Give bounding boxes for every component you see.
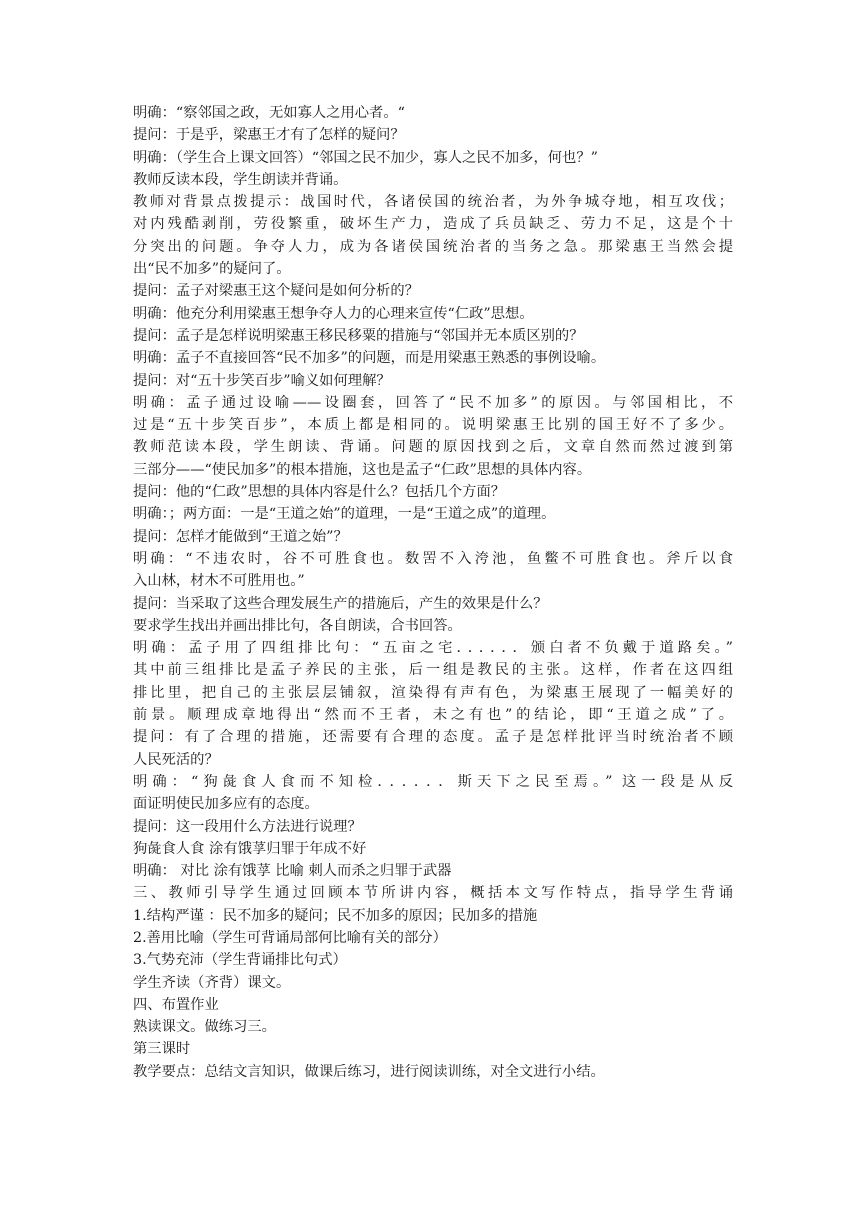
text-line: 明确：；两方面：一是“王道之始”的道理，一是“王道之成”的道理。 [133, 506, 556, 523]
text-line: 3.气势充沛（学生背诵排比句式） [133, 952, 347, 969]
text-line: 明确：“不违农时，谷不可胜食也。数罟不入洿池，鱼鳖不可胜食也。斧斤以食 [133, 550, 733, 567]
text-line: 提问：对“五十步笑百步”喻义如何理解？ [133, 372, 391, 389]
text-line: 教师反读本段，学生朗读并背诵。 [133, 171, 348, 188]
text-line: 2.善用比喻（学生可背诵局部何比喻有关的部分） [133, 929, 447, 946]
text-line: 明确：（学生合上课文回答）“邻国之民不加少，寡人之民不加多，何也？” [133, 149, 598, 166]
text-line: 三、教师引导学生通过回顾本节所讲内容，概括本文写作特点，指导学生背诵 [133, 885, 733, 902]
text-line: 明确： 对比 涂有饿莩 比喻 刺人而杀之归罪于武器 [133, 863, 452, 880]
text-line: 明确：孟子用了四组排比句：“五亩之宅．．．．．．颁白者不负戴于道路矣。” [133, 640, 733, 657]
text-line: 提问：孟子对梁惠王这个疑问是如何分析的？ [133, 283, 419, 300]
text-line: 出“民不加多”的疑问了。 [133, 261, 291, 278]
text-line: 排比里，把自己的主张层层铺叙，渲染得有声有色，为梁惠王展现了一幅美好的 [133, 684, 733, 701]
text-line: 三部分——“使民加多”的根本措施，这也是孟子“仁政”思想的具体内容。 [133, 461, 592, 478]
text-line: 明确：孟子不直接回答“民不加多”的问题，而是用梁惠王熟悉的事例设喻。 [133, 350, 606, 367]
text-line: 第三课时 [133, 1041, 191, 1058]
text-line: 提问：孟子是怎样说明梁惠王移民移粟的措施与“邻国并无本质区别的？ [133, 327, 584, 344]
text-line: 过是“五十步笑百步”，本质上都是相同的。说明梁惠王比别的国王好不了多少。 [133, 417, 733, 434]
text-line: 人民死活的？ [133, 751, 219, 768]
text-line: 教师对背景点拨提示：战国时代，各诸侯国的统治者，为外争城夺地，相互攻伐； [133, 194, 733, 211]
text-line: 明确：他充分利用梁惠王想争夺人力的心理来宣传“仁政”思想。 [133, 305, 534, 322]
text-line: 提问：有了合理的措施，还需要有合理的态度。孟子是怎样批评当时统治者不顾 [133, 729, 733, 746]
text-line: 分突出的问题。争夺人力，成为各诸侯国统治者的当务之急。那梁惠王当然会提 [133, 238, 733, 255]
text-line: 四、布置作业 [133, 996, 219, 1013]
text-line: 提问：怎样才能做到“王道之始”？ [133, 528, 348, 545]
text-line: 明确：孟子通过设喻——设圈套，回答了“民不加多”的原因。与邻国相比，不 [133, 394, 733, 411]
text-line: 要求学生找出并画出排比句，各自朗读，合书回答。 [133, 617, 462, 634]
text-line: 明确：“狗彘食人食而不知检．．．．．．斯天下之民至焉。” 这一段是从反 [133, 773, 733, 790]
text-line: 入山林，材木不可胜用也。” [133, 573, 305, 590]
text-line: 1.结构严谨 ：民不加多的疑问；民不加多的原因；民加多的措施 [133, 907, 538, 924]
text-line: 明确：“察邻国之政，无如寡人之用心者。“ [133, 105, 405, 121]
text-line: 狗彘食人食 涂有饿莩归罪于年成不好 [133, 840, 367, 857]
text-line: 对内残酷剥削，劳役繁重，破坏生产力，造成了兵员缺乏、劳力不足，这是个十 [133, 216, 733, 233]
text-line: 前景。顺理成章地得出“然而不王者，未之有也”的结论，即“王道之成”了。 [133, 707, 733, 724]
document-body [133, 102, 733, 1083]
text-line: 教师范读本段，学生朗读、背诵。问题的原因找到之后，文章自然而然过渡到第 [133, 439, 733, 456]
text-line: 其中前三组排比是孟子养民的主张，后一组是教民的主张。这样，作者在这四组 [133, 662, 733, 679]
text-line: 教学要点：总结文言知识，做课后练习，进行阅读训练，对全文进行小结。 [133, 1063, 605, 1080]
text-line: 提问：这一段用什么方法进行说理？ [133, 818, 362, 835]
text-line: 熟读课文。做练习三。 [133, 1019, 276, 1036]
text-line: 面证明使民加多应有的态度。 [133, 796, 319, 813]
text-line: 提问：他的“仁政”思想的具体内容是什么？包括几个方面？ [133, 484, 506, 501]
text-line: 学生齐读（齐背）课文。 [133, 974, 291, 991]
text-line: 提问：于是乎，梁惠王才有了怎样的疑问？ [133, 127, 405, 144]
text-line: 提问：当采取了这些合理发展生产的措施后，产生的效果是什么？ [133, 595, 548, 612]
